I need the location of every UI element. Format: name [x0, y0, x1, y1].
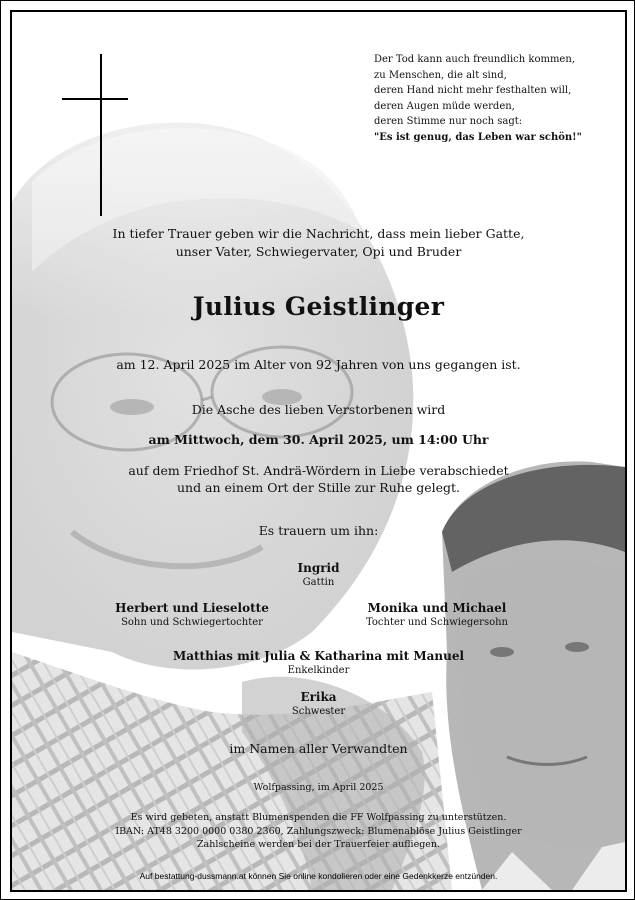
poem-closing: "Es ist genug, das Leben war schön!": [374, 131, 582, 143]
poem-line: Der Tod kann auch freundlich kommen,: [374, 54, 575, 65]
death-notice: am 12. April 2025 im Alter von 92 Jahren von uns gegangen ist.: [116, 357, 521, 372]
intro-line-2: unser Vater, Schwiegervater, Opi und Bruder: [175, 244, 462, 259]
mourner-relation: Gattin: [302, 577, 335, 588]
poem-line: deren Augen müde werden,: [374, 100, 515, 112]
mourner-name: Monika und Michael: [367, 601, 507, 615]
mourner-entry: [12, 648, 625, 678]
mourner-entry: [12, 689, 625, 719]
donation-line-1: Es wird gebeten, anstatt Blumenspenden die FF Wolfpassing zu unterstützen.: [130, 812, 507, 823]
mourner-entry: [92, 600, 292, 630]
condolence-footer: Auf bestattung-dussmann.at können Sie online kondolieren oder eine Gedenkkerze entzünden.: [139, 871, 498, 881]
poem-line: zu Menschen, die alt sind,: [374, 69, 507, 81]
mourner-entry: [332, 600, 542, 630]
mourner-relation: Sohn und Schwiegertochter: [121, 617, 263, 628]
mourner-relation: Schwester: [291, 706, 346, 717]
cross-horizontal: [62, 98, 128, 100]
mourners-heading: Es trauern um ihn:: [258, 523, 379, 538]
obituary-frame: [10, 10, 627, 892]
donation-line-3: Zahlscheine werden bei der Trauerfeier aufliegen.: [196, 839, 441, 850]
funeral-place: [12, 462, 625, 496]
mourner-relation: Enkelkinder: [287, 665, 350, 676]
intro-text: [12, 225, 625, 261]
poem-line: deren Stimme nur noch sagt:: [374, 116, 523, 127]
mourner-name: Ingrid: [297, 561, 340, 575]
funeral-place-line-2: und an einem Ort der Stille zur Ruhe gelegt.: [176, 480, 460, 495]
funeral-date: am Mittwoch, dem 30. April 2025, um 14:00 Uhr: [148, 432, 489, 447]
deceased-name: Julius Geistlinger: [192, 292, 445, 321]
mourner-name: Matthias mit Julia & Katharina mit Manuel: [172, 649, 465, 663]
poem: [374, 52, 614, 145]
mourner-relation: Tochter und Schwiegersohn: [365, 617, 508, 628]
funeral-intro: Die Asche des lieben Verstorbenen wird: [191, 402, 446, 417]
cross-vertical: [100, 54, 102, 216]
donation-notice: [12, 811, 625, 852]
mourner-name: Herbert und Lieselotte: [115, 601, 269, 615]
funeral-place-line-1: auf dem Friedhof St. Andrä-Wördern in Liebe verabschiedet: [128, 463, 509, 478]
mourner-name: Erika: [300, 690, 337, 704]
relatives-line: im Namen aller Verwandten: [229, 741, 408, 756]
poem-line: deren Hand nicht mehr festhalten will,: [374, 85, 572, 96]
donation-line-2: IBAN: AT48 3200 0000 0380 2360, Zahlungszweck: Blumenablöse Julius Geistlinger: [115, 825, 522, 837]
mourner-entry: [12, 560, 625, 590]
place-and-date: Wolfpassing, im April 2025: [253, 782, 384, 793]
intro-line-1: In tiefer Trauer geben wir die Nachricht, dass mein lieber Gatte,: [112, 226, 525, 241]
